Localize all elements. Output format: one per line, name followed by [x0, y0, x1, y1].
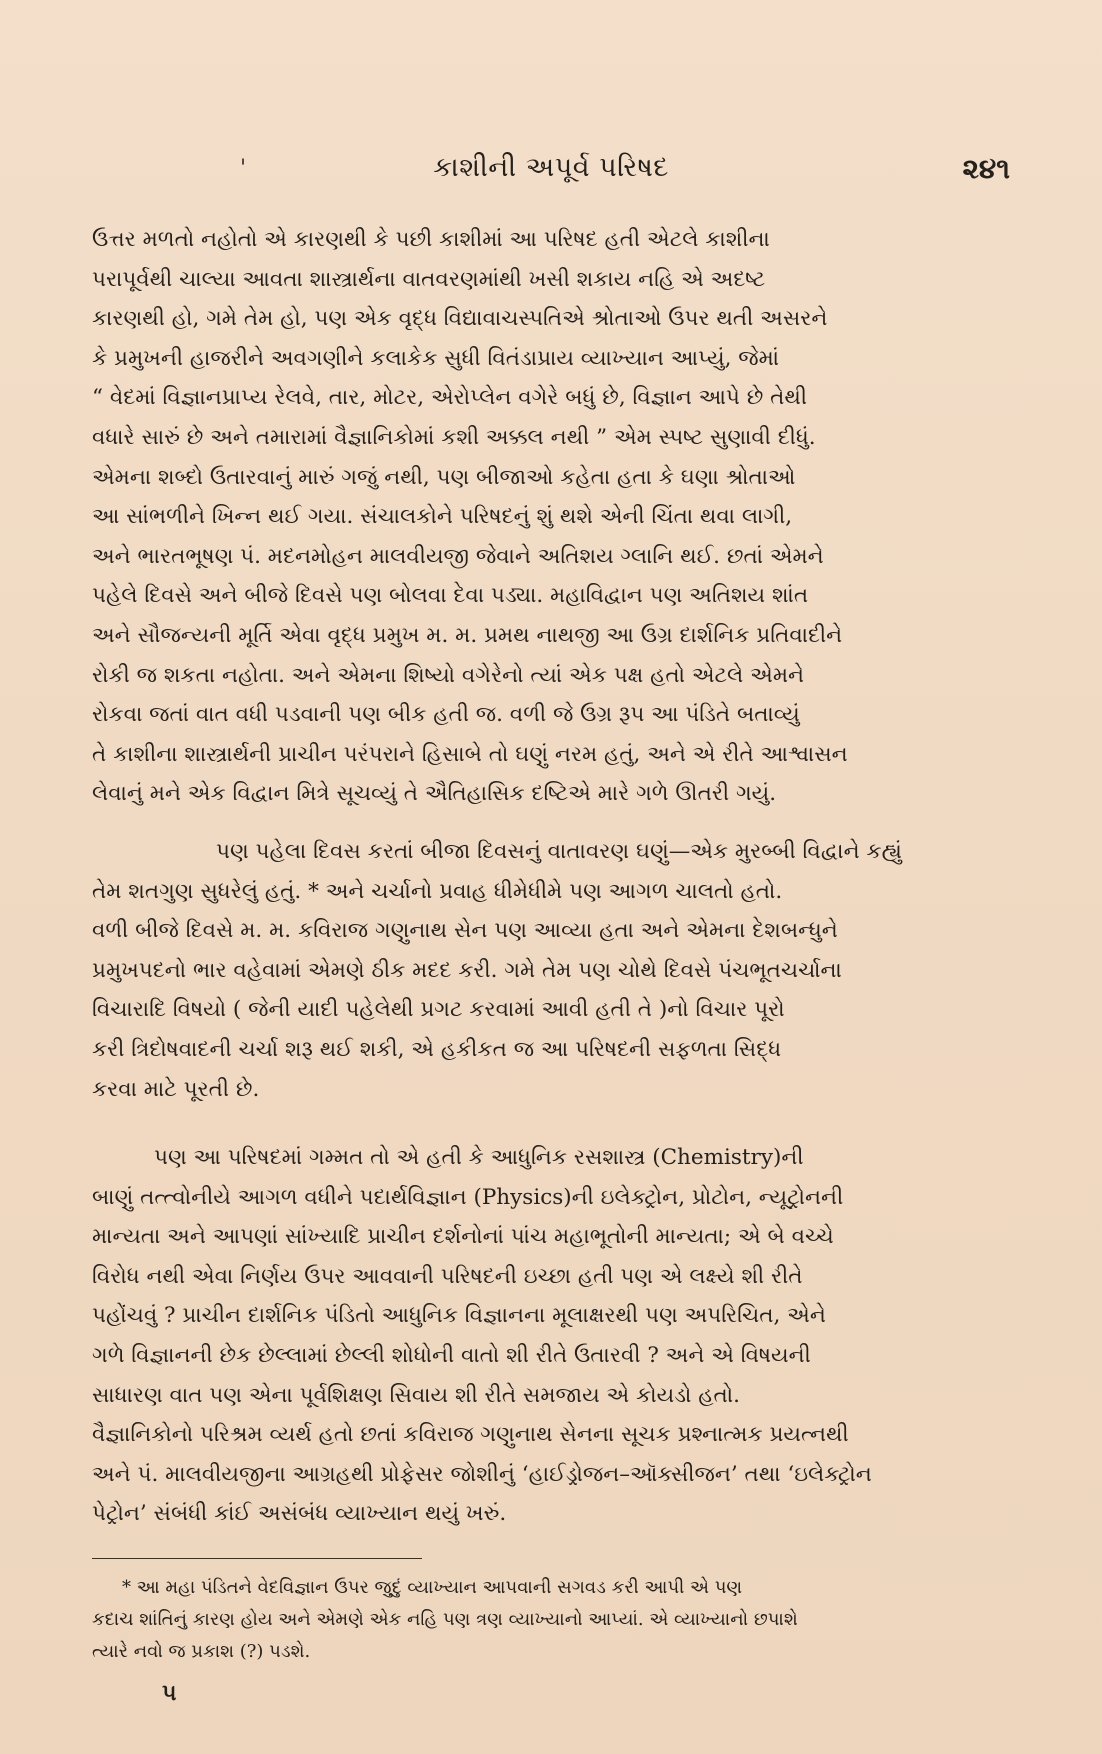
text-line: પણ પહેલા દિવસ કરતાં બીજા દિવસનું વાતાવરણ ઘણું—એક મુરબ્બી વિદ્વાને કહ્યું	[216, 839, 902, 864]
text-line: આ સાંભળીને ખિન્ન થઈ ગયા. સંચાલકોને પરિષદનું શું થશે એની ચિંતા થવા લાગી,	[92, 504, 793, 530]
text-line: રોકી જ શકતા નહોતા. અને એમના શિષ્યો વગેરેનો ત્યાં એક પક્ષ હતો એટલે એમને	[92, 662, 805, 688]
signature-mark: ૫	[162, 1680, 177, 1706]
text-line: પ્રમુખપદનો ભાર વહેવામાં એમણે ઠીક મદદ કરી. ગમે તેમ પણ ચોથે દિવસે પંચભૂતચર્ચાના	[92, 957, 842, 983]
text-line: બાણું તત્ત્વોનીયે આગળ વધીને પદાર્થવિજ્ઞાન (Physics)ની ઇલેક્ટ્રોન, પ્રોટોન, ન્યૂટ્રોનની	[92, 1184, 844, 1210]
paragraph-1	[92, 220, 1010, 814]
text-line: રોકવા જતાં વાત વધી પડવાની પણ બીક હતી જ. વળી જે ઉગ્ર રૂપ આ પંડિતે બતાવ્યું	[92, 702, 800, 728]
text-line: કારણથી હો, ગમે તેમ હો, પણ એક વૃદ્ધ વિદ્યાવાચસ્પતિએ શ્રોતાઓ ઉપર થતી અસરને	[92, 306, 828, 332]
text-line: વળી બીજે દિવસે મ. મ. કવિરાજ ગણુનાથ સેન પણ આવ્યા હતા અને એમના દેશબન્ધુને	[92, 918, 838, 944]
text-line: તેમ શતગુણ સુધરેલું હતું. * અને ચર્ચાનો પ્રવાહ ધીમેધીમે પણ આગળ ચાલતો હતો.	[92, 878, 783, 904]
footnote-divider	[92, 1558, 422, 1559]
footnote-line: ત્યારે નવો જ પ્રકાશ (?) પડશે.	[92, 1641, 311, 1662]
text-line: કે પ્રમુખની હાજરીને અવગણીને કલાકેક સુધી વિતંડાપ્રાય વ્યાખ્યાન આપ્યું, જેમાં	[92, 345, 780, 371]
text-line: વધારે સારું છે અને તમારામાં વૈજ્ઞાનિકોમાં કશી અક્કલ નથી ” એમ સ્પષ્ટ સુણાવી દીધું.	[92, 424, 816, 450]
header-mark: '	[240, 156, 247, 181]
text-line: ઉત્તર મળતો નહોતો એ કારણથી કે પછી કાશીમાં આ પરિષદ હતી એટલે કાશીના	[92, 227, 770, 252]
footnote-line: કદાચ શાંતિનું કારણ હોય અને એમણે એક નહિ પણ ત્રણ વ્યાખ્યાનો આપ્યાં. એ વ્યાખ્યાનો છપાશે	[92, 1609, 798, 1630]
text-line: પહેલે દિવસે અને બીજે દિવસે પણ બોલવા દેવા પડ્યા. મહાવિદ્વાન પણ અતિશય શાંત	[92, 583, 809, 609]
page-header	[92, 152, 1010, 192]
text-line: લેવાનું મને એક વિદ્વાન મિત્રે સૂચવ્યું તે ઐતિહાસિક દષ્ટિએ મારે ગળે ઊતરી ગયું.	[92, 781, 777, 807]
text-line: માન્યતા અને આપણાં સાંખ્યાદિ પ્રાચીન દર્શનોનાં પાંચ મહાભૂતોની માન્યતા; એ બે વચ્ચે	[92, 1224, 834, 1250]
paragraph-3	[92, 1138, 1010, 1534]
text-line: વિચારાદિ વિષયો ( જેની યાદી પહેલેથી પ્રગટ કરવામાં આવી હતી તે )નો વિચાર પૂરો	[92, 997, 785, 1023]
text-line: વૈજ્ઞાનિકોનો પરિશ્રમ વ્યર્થ હતો છતાં કવિરાજ ગણુનાથ સેનના સૂચક પ્રશ્નાત્મક પ્રયત્નથી	[92, 1422, 849, 1448]
text-line: અને ભારતભૂષણ પં. મદનમોહન માલવીયજી જેવાને અતિશય ગ્લાનિ થઈ. છતાં એમને	[92, 543, 824, 569]
paragraph-2	[92, 832, 1010, 1109]
text-line: કરવા માટે પૂરતી છે.	[92, 1076, 260, 1102]
page-number: ૨૪૧	[962, 152, 1010, 185]
running-title: કાશીની અપૂર્વ પરિષદ	[433, 152, 669, 183]
text-line: ગળે વિજ્ઞાનની છેક છેલ્લામાં છેલ્લી શોધોની વાતો શી રીતે ઉતારવી ? અને એ વિષયની	[92, 1342, 811, 1368]
text-line: વિરોધ નથી એવા નિર્ણય ઉપર આવવાની પરિષદની ઇચ્છા હતી પણ એ લક્ષ્યે શી રીતે	[92, 1263, 803, 1289]
text-line: કરી ત્રિદોષવાદની ચર્ચા શરૂ થઈ શકી, એ હકીકત જ આ પરિષદની સફળતા સિદ્ધ	[92, 1036, 782, 1062]
footnote-line: * આ મહા પંડિતને વેદવિજ્ઞાન ઉપર જુદું વ્યાખ્યાન આપવાની સગવડ કરી આપી એ પણ	[122, 1577, 743, 1598]
text-line: પણ આ પરિષદમાં ગમ્મત તો એ હતી કે આધુનિક રસશાસ્ત્ર (Chemistry)ની	[154, 1145, 804, 1170]
text-line: તે કાશીના શાસ્ત્રાર્થની પ્રાચીન પરંપરાને હિસાબે તો ઘણું નરમ હતું, અને એ રીતે આશ્વાસન	[92, 741, 848, 767]
text-line: અને સૌજન્યની મૂર્તિ એવા વૃદ્ધ પ્રમુખ મ. મ. પ્રમથ નાથજી આ ઉગ્ર દાર્શનિક પ્રતિવાદીને	[92, 622, 843, 648]
text-line: પહોંચવું ? પ્રાચીન દાર્શનિક પંડિતો આધુનિક વિજ્ઞાનના મૂલાક્ષરથી પણ અપરિચિત, એને	[92, 1303, 826, 1329]
text-line: અને પં. માલવીયજીના આગ્રહથી પ્રોફેસર જોશીનું ‘હાઈડ્રોજન–ઑક્સીજન’ તથા ‘ઇલેક્ટ્રોન	[92, 1461, 872, 1487]
text-line: પરાપૂર્વથી ચાલ્યા આવતા શાસ્ત્રાર્થના વાતવરણમાંથી ખસી શકાય નહિ એ અદષ્ટ	[92, 266, 766, 292]
text-line: સાધારણ વાત પણ એના પૂર્વશિક્ષણ સિવાય શી રીતે સમજાય એ કોયડો હતો.	[92, 1382, 740, 1408]
footnote	[92, 1572, 1010, 1668]
text-line: પેટ્રોન’ સંબંધી કાંઈ અસંબંધ વ્યાખ્યાન થયું ખરું.	[92, 1501, 507, 1527]
text-line: “ વેદમાં વિજ્ઞાનપ્રાપ્ય રેલવે, તાર, મોટર, એરોપ્લેન વગેરે બધું છે, વિજ્ઞાન આપે છે તેથી	[92, 385, 808, 411]
text-line: એમના શબ્દો ઉતારવાનું મારું ગજું નથી, પણ બીજાઓ કહેતા હતા કે ઘણા શ્રોતાઓ	[92, 464, 796, 490]
